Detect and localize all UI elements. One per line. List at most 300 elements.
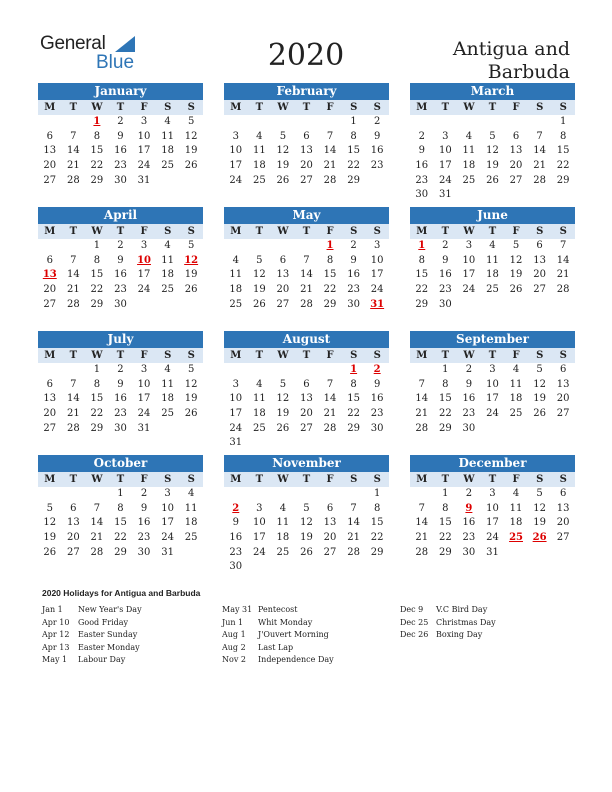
weekday-label: T: [116, 474, 125, 485]
day-cell: 14: [90, 517, 104, 529]
day-cell: 11: [276, 517, 290, 529]
day-cell: 23: [347, 284, 360, 296]
holiday-row: [222, 642, 334, 655]
weekday-label: S: [187, 226, 195, 237]
empty-day-cell: [38, 115, 62, 130]
day-cell: 8: [117, 502, 124, 514]
day-cell: 27: [43, 298, 57, 310]
day-cell: 8: [373, 502, 381, 514]
day-cell: 2: [373, 116, 381, 127]
holiday-day-cell: 2: [232, 502, 240, 514]
day-cell: 4: [256, 130, 263, 142]
holiday-date: May 31: [222, 605, 253, 614]
day-cell: 3: [164, 488, 171, 499]
day-cell: 18: [161, 269, 174, 281]
day-cell: 10: [137, 130, 151, 142]
holiday-row: [42, 654, 142, 667]
day-cell: 21: [415, 408, 429, 420]
weekday-label: F: [512, 350, 520, 361]
day-cell: 15: [415, 269, 429, 281]
day-cell: 3: [140, 364, 148, 375]
weekday-label: S: [187, 474, 195, 485]
day-cell: 1: [117, 488, 124, 499]
holiday-date: Jan 1: [42, 605, 63, 614]
empty-day-cell: [295, 487, 319, 502]
weekday-label: T: [302, 102, 311, 113]
day-cell: 18: [276, 532, 290, 544]
day-cell: 20: [533, 269, 546, 281]
day-cell: 20: [43, 284, 57, 296]
day-cell: 13: [300, 393, 313, 405]
weekday-label: S: [350, 226, 358, 237]
day-cell: 26: [276, 174, 290, 186]
weekday-label: F: [326, 350, 334, 361]
day-cell: 5: [536, 488, 543, 499]
day-cell: 30: [438, 298, 452, 310]
day-grid: [410, 115, 575, 203]
day-cell: 9: [232, 517, 239, 529]
day-cell: 9: [140, 502, 148, 514]
day-cell: 24: [438, 174, 452, 186]
day-cell: 14: [415, 393, 429, 405]
day-cell: 19: [276, 160, 290, 172]
day-cell: 20: [556, 393, 570, 405]
weekday-label: S: [164, 474, 172, 485]
day-cell: 13: [300, 145, 313, 157]
holiday-row: [42, 604, 142, 617]
day-cell: 3: [140, 116, 148, 127]
holiday-day-cell: 1: [93, 116, 101, 127]
day-cell: 19: [300, 532, 313, 544]
day-cell: 7: [418, 378, 425, 390]
day-cell: 30: [415, 189, 429, 201]
day-cell: 2: [465, 488, 473, 499]
weekday-header: [410, 224, 575, 239]
day-cell: 28: [66, 174, 80, 186]
day-cell: 13: [66, 517, 80, 529]
holiday-name: New Year's Day: [78, 605, 142, 614]
day-cell: 3: [465, 240, 473, 251]
day-cell: 14: [556, 254, 570, 266]
holiday-day-cell: 1: [350, 364, 358, 375]
month-may: [224, 207, 389, 312]
day-cell: 26: [43, 546, 57, 558]
day-cell: 19: [533, 517, 546, 529]
day-cell: 28: [533, 174, 546, 186]
weekday-label: T: [488, 226, 497, 237]
day-cell: 12: [533, 502, 546, 514]
day-grid: [38, 239, 203, 312]
day-cell: 23: [114, 160, 127, 172]
empty-day-cell: [38, 363, 62, 378]
day-cell: 7: [559, 240, 567, 251]
day-cell: 4: [512, 364, 520, 375]
day-cell: 19: [533, 393, 546, 405]
day-cell: 4: [164, 116, 171, 127]
weekday-label: M: [44, 102, 56, 113]
day-cell: 23: [462, 408, 476, 420]
holiday-column: [400, 604, 496, 642]
day-cell: 21: [556, 269, 570, 281]
day-cell: 27: [509, 174, 523, 186]
day-cell: 9: [117, 378, 124, 390]
weekday-label: S: [373, 474, 381, 485]
day-cell: 15: [347, 393, 360, 405]
day-cell: 25: [486, 284, 499, 296]
day-cell: 15: [556, 145, 570, 157]
day-cell: 15: [438, 517, 452, 529]
empty-day-cell: [38, 487, 62, 502]
holiday-day-cell: 2: [373, 364, 381, 375]
day-cell: 18: [252, 408, 266, 420]
day-cell: 17: [370, 269, 384, 281]
day-cell: 8: [559, 130, 567, 142]
day-cell: 21: [90, 532, 104, 544]
weekday-label: S: [559, 102, 567, 113]
day-cell: 6: [303, 130, 310, 142]
weekday-header: [410, 472, 575, 487]
day-cell: 13: [509, 145, 523, 157]
weekday-label: S: [559, 350, 567, 361]
day-cell: 8: [350, 378, 357, 390]
day-cell: 8: [350, 130, 357, 142]
day-cell: 2: [442, 240, 449, 251]
weekday-header: [38, 348, 203, 363]
day-cell: 22: [90, 160, 104, 172]
day-cell: 27: [323, 546, 337, 558]
weekday-label: M: [416, 350, 428, 361]
day-cell: 1: [350, 116, 357, 127]
day-cell: 17: [137, 269, 151, 281]
day-cell: 28: [415, 422, 429, 434]
day-cell: 29: [347, 422, 360, 434]
empty-day-cell: [248, 487, 272, 502]
day-cell: 1: [93, 240, 101, 251]
day-cell: 8: [442, 378, 449, 390]
day-cell: 12: [276, 393, 290, 405]
day-cell: 1: [559, 116, 567, 127]
day-cell: 16: [415, 160, 429, 172]
weekday-label: S: [187, 350, 195, 361]
day-cell: 11: [252, 145, 266, 157]
day-cell: 14: [347, 517, 360, 529]
day-cell: 10: [486, 502, 499, 514]
day-cell: 14: [533, 145, 546, 157]
day-cell: 5: [187, 364, 195, 375]
empty-day-cell: [248, 115, 272, 130]
day-cell: 18: [229, 284, 243, 296]
weekday-label: S: [536, 474, 544, 485]
day-cell: 20: [300, 408, 313, 420]
empty-day-cell: [481, 115, 505, 130]
weekday-label: F: [512, 474, 520, 485]
day-cell: 27: [300, 422, 313, 434]
day-cell: 17: [486, 517, 499, 529]
weekday-label: S: [373, 102, 381, 113]
weekday-label: F: [140, 474, 148, 485]
day-cell: 18: [462, 160, 476, 172]
empty-day-cell: [457, 115, 481, 130]
day-cell: 23: [438, 284, 452, 296]
month-header: September: [410, 331, 575, 348]
day-cell: 7: [303, 254, 310, 266]
day-cell: 16: [370, 145, 384, 157]
day-grid: [410, 239, 575, 312]
day-cell: 19: [184, 269, 198, 281]
day-cell: 28: [66, 422, 80, 434]
day-cell: 13: [43, 145, 57, 157]
weekday-label: M: [416, 102, 428, 113]
day-cell: 6: [46, 130, 53, 142]
weekday-label: T: [302, 474, 311, 485]
weekday-label: W: [277, 226, 289, 237]
day-cell: 1: [373, 488, 381, 499]
empty-day-cell: [271, 487, 295, 502]
day-cell: 18: [161, 145, 174, 157]
day-cell: 10: [161, 502, 174, 514]
empty-day-cell: [528, 115, 552, 130]
day-cell: 30: [462, 546, 476, 558]
day-cell: 17: [137, 393, 151, 405]
day-cell: 15: [370, 517, 384, 529]
holiday-row: [42, 629, 142, 642]
month-header: November: [224, 455, 389, 472]
weekday-label: W: [91, 350, 103, 361]
weekday-label: M: [230, 102, 242, 113]
weekday-header: [38, 224, 203, 239]
empty-day-cell: [271, 115, 295, 130]
weekday-label: M: [416, 474, 428, 485]
day-cell: 7: [418, 502, 425, 514]
day-cell: 1: [93, 364, 101, 375]
day-cell: 18: [252, 160, 266, 172]
day-cell: 12: [300, 517, 313, 529]
day-cell: 5: [303, 502, 310, 514]
day-cell: 2: [117, 364, 124, 375]
day-cell: 26: [252, 298, 266, 310]
empty-day-cell: [295, 239, 319, 254]
empty-day-cell: [62, 487, 86, 502]
day-cell: 12: [276, 145, 290, 157]
holiday-day-cell: 31: [370, 298, 385, 310]
day-cell: 27: [300, 174, 313, 186]
day-cell: 22: [90, 284, 104, 296]
day-cell: 13: [43, 393, 57, 405]
holiday-column: [42, 604, 142, 667]
holiday-date: Dec 9: [400, 605, 424, 614]
weekday-label: F: [326, 226, 334, 237]
day-cell: 30: [462, 422, 476, 434]
day-cell: 22: [90, 408, 104, 420]
day-cell: 20: [323, 532, 337, 544]
day-cell: 24: [161, 532, 174, 544]
holiday-date: Apr 13: [42, 642, 70, 652]
day-cell: 17: [486, 393, 499, 405]
day-cell: 7: [70, 254, 77, 266]
day-cell: 22: [438, 408, 452, 420]
holiday-date: Dec 26: [400, 630, 429, 639]
day-cell: 10: [137, 378, 151, 390]
calendar-year: 2020: [267, 38, 345, 73]
day-cell: 22: [556, 160, 570, 172]
empty-day-cell: [271, 239, 295, 254]
day-cell: 14: [66, 393, 80, 405]
day-cell: 21: [300, 284, 313, 296]
weekday-label: M: [44, 226, 56, 237]
day-cell: 21: [347, 532, 360, 544]
day-cell: 5: [489, 130, 496, 142]
holiday-day-cell: 9: [465, 502, 473, 514]
day-cell: 31: [229, 437, 243, 449]
day-cell: 26: [533, 408, 546, 420]
day-cell: 2: [465, 364, 473, 375]
empty-day-cell: [295, 363, 319, 378]
day-cell: 15: [347, 145, 360, 157]
day-cell: 21: [323, 160, 337, 172]
holiday-name: Pentecost: [258, 605, 298, 614]
day-cell: 5: [187, 240, 195, 251]
month-september: [410, 331, 575, 436]
day-cell: 19: [184, 145, 198, 157]
day-cell: 16: [347, 269, 360, 281]
day-cell: 23: [114, 284, 127, 296]
month-header: June: [410, 207, 575, 224]
day-cell: 6: [559, 364, 567, 375]
day-cell: 11: [161, 378, 174, 390]
weekday-label: F: [140, 102, 148, 113]
day-cell: 21: [66, 408, 80, 420]
day-cell: 6: [70, 502, 77, 514]
day-cell: 14: [323, 393, 337, 405]
empty-day-cell: [224, 239, 248, 254]
day-cell: 16: [114, 269, 127, 281]
day-cell: 11: [161, 130, 174, 142]
day-grid: [224, 363, 389, 451]
day-cell: 10: [486, 378, 499, 390]
day-cell: 2: [418, 130, 425, 142]
day-cell: 16: [114, 393, 127, 405]
holiday-row: [222, 629, 334, 642]
empty-day-cell: [318, 115, 342, 130]
day-cell: 17: [462, 269, 476, 281]
day-cell: 8: [93, 254, 101, 266]
weekday-label: M: [230, 474, 242, 485]
day-cell: 29: [556, 174, 570, 186]
holiday-day-cell: 1: [326, 240, 334, 251]
day-cell: 24: [137, 408, 151, 420]
day-cell: 17: [252, 532, 266, 544]
day-cell: 25: [161, 160, 174, 172]
holiday-row: [400, 629, 496, 642]
day-cell: 4: [465, 130, 473, 142]
day-cell: 23: [370, 408, 384, 420]
day-cell: 13: [556, 378, 570, 390]
empty-day-cell: [62, 115, 86, 130]
day-cell: 31: [137, 422, 151, 434]
day-cell: 11: [184, 502, 198, 514]
weekday-label: W: [277, 474, 289, 485]
day-cell: 20: [556, 517, 570, 529]
day-cell: 12: [184, 378, 198, 390]
day-cell: 6: [46, 254, 53, 266]
day-cell: 23: [370, 160, 384, 172]
weekday-label: S: [373, 350, 381, 361]
weekday-label: T: [302, 226, 311, 237]
month-header: May: [224, 207, 389, 224]
weekday-label: S: [350, 350, 358, 361]
day-cell: 5: [536, 364, 543, 375]
day-cell: 8: [418, 254, 425, 266]
country-line-2: Barbuda: [487, 61, 570, 83]
weekday-label: T: [441, 350, 450, 361]
day-cell: 4: [489, 240, 496, 251]
day-cell: 31: [161, 546, 174, 558]
day-cell: 17: [137, 145, 151, 157]
holiday-date: May 1: [42, 655, 68, 664]
day-grid: [224, 115, 389, 188]
month-november: [224, 455, 389, 575]
day-cell: 9: [418, 145, 425, 157]
weekday-label: M: [230, 226, 242, 237]
day-cell: 1: [442, 364, 449, 375]
day-cell: 25: [184, 532, 198, 544]
empty-day-cell: [85, 487, 109, 502]
holiday-day-cell: 13: [42, 269, 57, 281]
empty-day-cell: [410, 115, 434, 130]
holiday-day-cell: 26: [532, 532, 547, 544]
holiday-column: [222, 604, 334, 667]
empty-day-cell: [295, 115, 319, 130]
holiday-date: Aug 1: [222, 630, 246, 639]
day-cell: 22: [114, 532, 127, 544]
day-grid: [38, 363, 203, 436]
day-cell: 3: [373, 240, 381, 251]
empty-day-cell: [504, 115, 528, 130]
holiday-row: [222, 617, 334, 630]
day-cell: 5: [187, 116, 195, 127]
day-cell: 16: [370, 393, 384, 405]
month-header: October: [38, 455, 203, 472]
day-cell: 24: [137, 160, 151, 172]
empty-day-cell: [318, 363, 342, 378]
weekday-label: S: [536, 350, 544, 361]
day-cell: 1: [442, 488, 449, 499]
day-cell: 6: [279, 254, 287, 266]
day-cell: 20: [43, 160, 57, 172]
empty-day-cell: [62, 363, 86, 378]
weekday-label: M: [230, 350, 242, 361]
day-cell: 15: [90, 145, 104, 157]
weekday-label: T: [441, 102, 450, 113]
weekday-header: [410, 100, 575, 115]
weekday-header: [224, 224, 389, 239]
day-cell: 13: [276, 269, 290, 281]
weekday-label: T: [69, 226, 78, 237]
holiday-row: [42, 642, 142, 655]
month-january: [38, 83, 203, 188]
holiday-date: Jun 1: [222, 617, 244, 627]
weekday-label: S: [536, 102, 544, 113]
weekday-label: F: [326, 474, 334, 485]
weekday-label: M: [416, 226, 428, 237]
day-cell: 15: [114, 517, 127, 529]
weekday-label: W: [91, 226, 103, 237]
day-cell: 31: [486, 546, 499, 558]
day-cell: 17: [229, 408, 243, 420]
day-cell: 21: [533, 160, 546, 172]
day-cell: 19: [43, 532, 57, 544]
day-cell: 15: [90, 269, 104, 281]
